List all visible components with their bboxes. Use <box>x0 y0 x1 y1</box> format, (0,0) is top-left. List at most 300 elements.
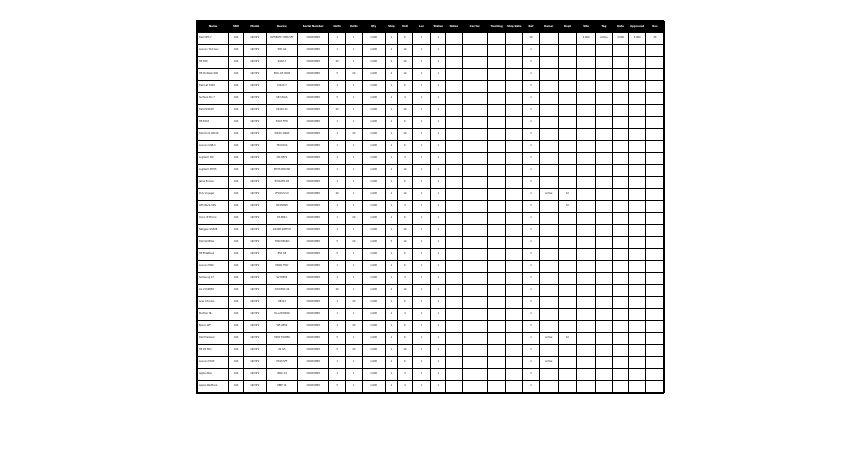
table-cell[interactable] <box>558 309 577 321</box>
table-row[interactable] <box>198 261 665 273</box>
table-cell[interactable]: 19V3F2 <box>243 177 266 189</box>
table-row[interactable] <box>198 381 665 393</box>
table-cell[interactable]: 1 <box>345 177 362 189</box>
column-header[interactable]: Carrier <box>462 22 487 33</box>
table-cell[interactable] <box>612 93 629 105</box>
table-cell[interactable]: 19V3F2 <box>243 333 266 345</box>
table-cell[interactable] <box>646 369 665 381</box>
table-cell[interactable] <box>629 381 646 393</box>
table-cell[interactable] <box>596 189 613 201</box>
table-cell[interactable]: S27R650 <box>266 273 297 285</box>
table-cell[interactable]: 19V3F2 <box>243 345 266 357</box>
table-cell[interactable]: 1 <box>345 81 362 93</box>
table-cell[interactable]: Dell OptiPlex <box>198 237 229 249</box>
table-cell[interactable]: 1 <box>412 201 431 213</box>
table-cell[interactable] <box>558 321 577 333</box>
table-cell[interactable]: 1 <box>345 381 362 393</box>
table-cell[interactable] <box>596 369 613 381</box>
table-cell[interactable] <box>506 45 523 57</box>
table-cell[interactable]: 19V3F2 <box>243 381 266 393</box>
table-cell[interactable]: 2 <box>523 381 540 393</box>
table-cell[interactable] <box>558 345 577 357</box>
table-cell[interactable] <box>558 153 577 165</box>
table-cell[interactable] <box>558 369 577 381</box>
table-cell[interactable]: 100 <box>229 201 244 213</box>
table-cell[interactable]: 1 <box>329 45 346 57</box>
table-cell[interactable]: 1,000 <box>362 357 385 369</box>
table-cell[interactable] <box>629 141 646 153</box>
table-row[interactable] <box>198 213 665 225</box>
table-cell[interactable] <box>539 93 558 105</box>
table-cell[interactable]: 2 <box>523 165 540 177</box>
table-cell[interactable] <box>646 381 665 393</box>
column-header[interactable]: Notes <box>446 22 463 33</box>
table-cell[interactable] <box>596 237 613 249</box>
table-cell[interactable] <box>612 105 629 117</box>
table-cell[interactable]: 100 <box>229 297 244 309</box>
table-cell[interactable]: 1 <box>329 213 346 225</box>
table-cell[interactable]: D4XK32M8 <box>298 321 329 333</box>
table-cell[interactable]: 1 <box>329 177 346 189</box>
table-cell[interactable] <box>646 105 665 117</box>
table-cell[interactable] <box>446 129 463 141</box>
column-header[interactable]: Status <box>431 22 446 33</box>
table-cell[interactable] <box>629 237 646 249</box>
table-cell[interactable] <box>646 189 665 201</box>
table-cell[interactable] <box>487 333 506 345</box>
table-cell[interactable]: 1 <box>345 225 362 237</box>
table-cell[interactable]: Apple iMac <box>198 369 229 381</box>
table-cell[interactable] <box>462 381 487 393</box>
table-cell[interactable] <box>462 165 487 177</box>
table-cell[interactable]: Lenovo T14 Gen <box>198 45 229 57</box>
column-header[interactable]: Site <box>577 22 596 33</box>
table-cell[interactable] <box>506 369 523 381</box>
table-cell[interactable] <box>487 69 506 81</box>
table-cell[interactable] <box>646 333 665 345</box>
table-cell[interactable]: 4 <box>398 201 413 213</box>
table-cell[interactable]: 1 <box>329 321 346 333</box>
table-cell[interactable]: D4XK32M8 <box>298 285 329 297</box>
table-cell[interactable]: 100 <box>229 285 244 297</box>
table-cell[interactable]: 1,000 <box>362 57 385 69</box>
table-cell[interactable]: 1 <box>329 273 346 285</box>
table-cell[interactable] <box>446 141 463 153</box>
table-cell[interactable] <box>462 321 487 333</box>
table-cell[interactable] <box>539 105 558 117</box>
table-cell[interactable] <box>487 81 506 93</box>
table-cell[interactable] <box>577 141 596 153</box>
table-cell[interactable]: D4XK32M8 <box>298 69 329 81</box>
table-cell[interactable]: 1 <box>431 129 446 141</box>
table-cell[interactable]: 19V3F2 <box>243 57 266 69</box>
table-cell[interactable] <box>539 129 558 141</box>
table-cell[interactable]: 1 <box>345 249 362 261</box>
table-cell[interactable]: 2 <box>523 69 540 81</box>
table-cell[interactable]: 20 <box>329 285 346 297</box>
table-cell[interactable] <box>612 201 629 213</box>
table-cell[interactable] <box>462 309 487 321</box>
table-cell[interactable] <box>539 117 558 129</box>
table-cell[interactable]: D4XK32M8 <box>298 225 329 237</box>
table-cell[interactable]: 19V3F2 <box>243 225 266 237</box>
table-cell[interactable]: Brother HL <box>198 309 229 321</box>
table-cell[interactable]: 6 <box>398 297 413 309</box>
table-cell[interactable]: 1 <box>431 273 446 285</box>
table-cell[interactable] <box>577 153 596 165</box>
table-cell[interactable] <box>577 321 596 333</box>
column-header[interactable]: Name <box>198 22 229 33</box>
table-cell[interactable] <box>596 225 613 237</box>
table-cell[interactable]: HP EliteBook <box>198 249 229 261</box>
column-header[interactable]: Unit <box>398 22 413 33</box>
table-cell[interactable]: 5 <box>385 237 398 249</box>
table-cell[interactable] <box>462 177 487 189</box>
table-cell[interactable] <box>446 45 463 57</box>
table-cell[interactable] <box>577 213 596 225</box>
table-cell[interactable] <box>446 297 463 309</box>
table-cell[interactable]: Netgear GS308 <box>198 225 229 237</box>
table-cell[interactable] <box>506 321 523 333</box>
table-cell[interactable] <box>558 117 577 129</box>
table-cell[interactable] <box>577 105 596 117</box>
table-cell[interactable]: PDO-G5 4000 <box>266 69 297 81</box>
table-cell[interactable] <box>446 369 463 381</box>
table-cell[interactable]: 4 <box>398 369 413 381</box>
table-cell[interactable] <box>596 69 613 81</box>
table-cell[interactable] <box>446 333 463 345</box>
table-cell[interactable] <box>646 213 665 225</box>
table-row[interactable] <box>198 273 665 285</box>
table-row[interactable] <box>198 357 665 369</box>
table-cell[interactable]: 1 <box>412 81 431 93</box>
table-cell[interactable] <box>646 237 665 249</box>
table-cell[interactable]: 6 <box>398 213 413 225</box>
table-cell[interactable]: 6 <box>398 321 413 333</box>
table-row[interactable] <box>198 309 665 321</box>
table-cell[interactable]: 10 <box>398 237 413 249</box>
table-row[interactable] <box>198 297 665 309</box>
table-cell[interactable] <box>577 381 596 393</box>
table-cell[interactable] <box>646 225 665 237</box>
table-cell[interactable] <box>558 165 577 177</box>
table-cell[interactable]: Lenovo M90 <box>198 261 229 273</box>
table-cell[interactable] <box>577 189 596 201</box>
table-cell[interactable] <box>577 165 596 177</box>
table-cell[interactable]: WF-2850 <box>266 321 297 333</box>
table-cell[interactable] <box>558 57 577 69</box>
table-cell[interactable] <box>506 345 523 357</box>
column-header[interactable]: Units <box>345 22 362 33</box>
table-cell[interactable]: 100 <box>229 117 244 129</box>
table-cell[interactable]: 19V3F2 <box>243 249 266 261</box>
table-cell[interactable]: 20 <box>329 105 346 117</box>
table-cell[interactable] <box>577 177 596 189</box>
table-cell[interactable] <box>487 309 506 321</box>
table-row[interactable] <box>198 57 665 69</box>
table-cell[interactable] <box>612 369 629 381</box>
table-cell[interactable] <box>506 333 523 345</box>
table-cell[interactable]: 1 <box>385 141 398 153</box>
table-cell[interactable] <box>539 249 558 261</box>
table-row[interactable] <box>198 285 665 297</box>
table-cell[interactable] <box>462 333 487 345</box>
table-cell[interactable]: 1,000 <box>362 261 385 273</box>
table-cell[interactable]: 1 <box>345 369 362 381</box>
table-cell[interactable] <box>596 153 613 165</box>
table-cell[interactable] <box>558 69 577 81</box>
table-cell[interactable]: 20 <box>345 321 362 333</box>
table-cell[interactable]: 1 <box>385 33 398 45</box>
table-cell[interactable]: Active <box>539 357 558 369</box>
table-cell[interactable]: 1 <box>412 189 431 201</box>
table-cell[interactable]: 6 <box>398 177 413 189</box>
table-cell[interactable] <box>596 129 613 141</box>
table-cell[interactable] <box>646 69 665 81</box>
table-cell[interactable]: WD19 180W <box>266 129 297 141</box>
table-cell[interactable]: 1 <box>329 33 346 45</box>
table-cell[interactable] <box>612 237 629 249</box>
table-cell[interactable] <box>446 345 463 357</box>
table-cell[interactable] <box>629 345 646 357</box>
table-cell[interactable] <box>539 321 558 333</box>
table-cell[interactable] <box>577 45 596 57</box>
table-cell[interactable] <box>612 213 629 225</box>
table-row[interactable] <box>198 249 665 261</box>
column-header[interactable]: Date <box>612 22 629 33</box>
table-cell[interactable] <box>612 297 629 309</box>
table-cell[interactable]: 19V3F2 <box>243 285 266 297</box>
table-row[interactable] <box>198 333 665 345</box>
table-cell[interactable] <box>596 201 613 213</box>
table-cell[interactable]: 1 <box>412 57 431 69</box>
table-row[interactable] <box>198 153 665 165</box>
table-cell[interactable]: 1 <box>329 129 346 141</box>
column-header[interactable]: Device <box>266 22 297 33</box>
table-cell[interactable]: 100 <box>229 213 244 225</box>
table-cell[interactable]: 19V3F2 <box>243 93 266 105</box>
table-cell[interactable]: 1 <box>431 81 446 93</box>
table-cell[interactable] <box>629 369 646 381</box>
table-cell[interactable] <box>558 93 577 105</box>
table-cell[interactable]: D4XK32M8 <box>298 81 329 93</box>
table-cell[interactable]: D4XK32M8 <box>298 93 329 105</box>
table-cell[interactable]: 10 <box>398 345 413 357</box>
table-cell[interactable]: 1 <box>412 33 431 45</box>
table-cell[interactable]: D4XK32M8 <box>298 153 329 165</box>
table-cell[interactable] <box>596 141 613 153</box>
table-cell[interactable]: 1,000 <box>362 309 385 321</box>
table-cell[interactable]: 1 <box>329 201 346 213</box>
table-cell[interactable] <box>446 81 463 93</box>
table-cell[interactable] <box>629 261 646 273</box>
table-cell[interactable] <box>446 249 463 261</box>
table-cell[interactable] <box>506 297 523 309</box>
table-cell[interactable]: 20 <box>345 69 362 81</box>
table-cell[interactable]: 1,000 <box>362 129 385 141</box>
table-cell[interactable] <box>577 333 596 345</box>
table-cell[interactable] <box>487 261 506 273</box>
table-cell[interactable]: 1 <box>431 369 446 381</box>
table-cell[interactable] <box>596 117 613 129</box>
table-cell[interactable]: D4XK32M8 <box>298 249 329 261</box>
table-cell[interactable] <box>577 57 596 69</box>
table-cell[interactable] <box>596 93 613 105</box>
table-cell[interactable]: 2 <box>523 153 540 165</box>
table-cell[interactable]: 6 <box>398 33 413 45</box>
table-row[interactable] <box>198 345 665 357</box>
table-cell[interactable]: 1 <box>431 261 446 273</box>
table-row[interactable] <box>198 117 665 129</box>
table-cell[interactable] <box>577 237 596 249</box>
table-cell[interactable]: Logitech MX <box>198 153 229 165</box>
table-row[interactable] <box>198 129 665 141</box>
table-cell[interactable]: Jabra Evolve <box>198 177 229 189</box>
table-cell[interactable]: 1,000 <box>362 93 385 105</box>
table-cell[interactable]: 1 <box>385 309 398 321</box>
table-cell[interactable]: 1 <box>329 309 346 321</box>
table-cell[interactable]: EVOLVE2 65 <box>266 177 297 189</box>
table-cell[interactable]: 1 <box>412 273 431 285</box>
table-cell[interactable]: 10 <box>398 225 413 237</box>
table-cell[interactable] <box>646 81 665 93</box>
table-cell[interactable]: 1 <box>345 153 362 165</box>
table-cell[interactable]: 1 <box>412 261 431 273</box>
table-cell[interactable]: 1,000 <box>362 153 385 165</box>
table-cell[interactable] <box>446 165 463 177</box>
table-cell[interactable]: Surface Pro 7 <box>198 93 229 105</box>
table-cell[interactable] <box>539 369 558 381</box>
table-cell[interactable]: 2 <box>523 237 540 249</box>
table-cell[interactable]: 850 G8 <box>266 249 297 261</box>
table-row[interactable] <box>198 189 665 201</box>
table-cell[interactable] <box>462 105 487 117</box>
table-cell[interactable]: 2 <box>523 45 540 57</box>
table-cell[interactable]: 1,000 <box>362 285 385 297</box>
table-cell[interactable] <box>646 141 665 153</box>
table-cell[interactable] <box>558 381 577 393</box>
table-cell[interactable]: 1 <box>385 177 398 189</box>
table-cell[interactable]: 6 <box>398 261 413 273</box>
table-cell[interactable] <box>629 297 646 309</box>
table-cell[interactable] <box>629 273 646 285</box>
table-cell[interactable]: 1 <box>412 249 431 261</box>
table-cell[interactable] <box>487 237 506 249</box>
table-cell[interactable] <box>558 81 577 93</box>
table-cell[interactable]: 1 <box>412 333 431 345</box>
table-cell[interactable]: 19V3F2 <box>243 309 266 321</box>
table-cell[interactable]: 10 <box>523 33 540 45</box>
table-cell[interactable] <box>596 261 613 273</box>
table-cell[interactable]: 2 <box>523 213 540 225</box>
table-cell[interactable] <box>646 285 665 297</box>
table-cell[interactable]: 4,500 <box>612 33 629 45</box>
table-cell[interactable] <box>446 201 463 213</box>
table-cell[interactable]: 19V3F2 <box>243 81 266 93</box>
table-cell[interactable]: 1 <box>412 129 431 141</box>
table-cell[interactable]: 2 <box>385 285 398 297</box>
table-cell[interactable] <box>629 69 646 81</box>
table-cell[interactable]: 1 <box>431 249 446 261</box>
table-cell[interactable]: 10 <box>558 189 577 201</box>
table-cell[interactable]: MX KEYS <box>266 153 297 165</box>
table-cell[interactable]: HP ProDesk 600 <box>198 69 229 81</box>
table-cell[interactable] <box>612 309 629 321</box>
table-cell[interactable] <box>487 249 506 261</box>
table-cell[interactable]: 2 <box>523 249 540 261</box>
table-cell[interactable]: 2 <box>523 81 540 93</box>
table-cell[interactable]: 20 <box>329 57 346 69</box>
column-header[interactable]: Rev <box>646 22 665 33</box>
table-cell[interactable] <box>612 189 629 201</box>
table-cell[interactable] <box>446 177 463 189</box>
table-cell[interactable]: D4XK32M8 <box>298 177 329 189</box>
table-cell[interactable]: 100 <box>229 369 244 381</box>
table-cell[interactable] <box>446 93 463 105</box>
table-cell[interactable]: 1 <box>329 357 346 369</box>
table-cell[interactable] <box>539 237 558 249</box>
table-cell[interactable]: MBP 14 <box>266 381 297 393</box>
table-cell[interactable] <box>487 165 506 177</box>
table-cell[interactable] <box>558 237 577 249</box>
table-cell[interactable] <box>446 117 463 129</box>
table-cell[interactable] <box>446 261 463 273</box>
table-cell[interactable]: 1 <box>385 93 398 105</box>
table-row[interactable] <box>198 81 665 93</box>
table-cell[interactable] <box>506 165 523 177</box>
table-cell[interactable]: 1 <box>412 117 431 129</box>
table-cell[interactable]: VFOCUS UC <box>266 189 297 201</box>
table-cell[interactable] <box>446 57 463 69</box>
table-cell[interactable]: 100 <box>229 309 244 321</box>
table-cell[interactable]: 1 <box>345 333 362 345</box>
table-cell[interactable]: 2 <box>523 141 540 153</box>
table-cell[interactable]: 2 <box>523 345 540 357</box>
table-cell[interactable]: D4XK32M8 <box>298 237 329 249</box>
table-cell[interactable] <box>462 69 487 81</box>
table-cell[interactable] <box>596 321 613 333</box>
table-cell[interactable] <box>446 237 463 249</box>
table-cell[interactable]: 1 <box>412 93 431 105</box>
table-cell[interactable] <box>487 285 506 297</box>
table-cell[interactable] <box>612 261 629 273</box>
table-cell[interactable] <box>612 45 629 57</box>
table-cell[interactable] <box>539 57 558 69</box>
table-cell[interactable] <box>462 81 487 93</box>
table-cell[interactable]: 6 <box>398 333 413 345</box>
table-cell[interactable]: 1 <box>385 297 398 309</box>
table-row[interactable] <box>198 225 665 237</box>
table-cell[interactable] <box>629 153 646 165</box>
table-cell[interactable]: 6 <box>398 357 413 369</box>
table-cell[interactable] <box>612 57 629 69</box>
table-cell[interactable]: HP Z2 Mini <box>198 345 229 357</box>
table-cell[interactable]: 6 <box>398 249 413 261</box>
table-cell[interactable] <box>462 225 487 237</box>
table-cell[interactable]: D4XK32M8 <box>298 33 329 45</box>
table-cell[interactable] <box>596 273 613 285</box>
table-cell[interactable] <box>577 261 596 273</box>
table-cell[interactable]: D4XK32M8 <box>298 201 329 213</box>
table-cell[interactable] <box>462 237 487 249</box>
table-cell[interactable] <box>646 345 665 357</box>
table-cell[interactable]: 1,000 <box>362 33 385 45</box>
table-cell[interactable] <box>629 333 646 345</box>
table-cell[interactable]: 100 <box>229 105 244 117</box>
table-cell[interactable]: 1 <box>431 189 446 201</box>
table-cell[interactable]: 3,000 <box>629 33 646 45</box>
table-cell[interactable] <box>596 309 613 321</box>
